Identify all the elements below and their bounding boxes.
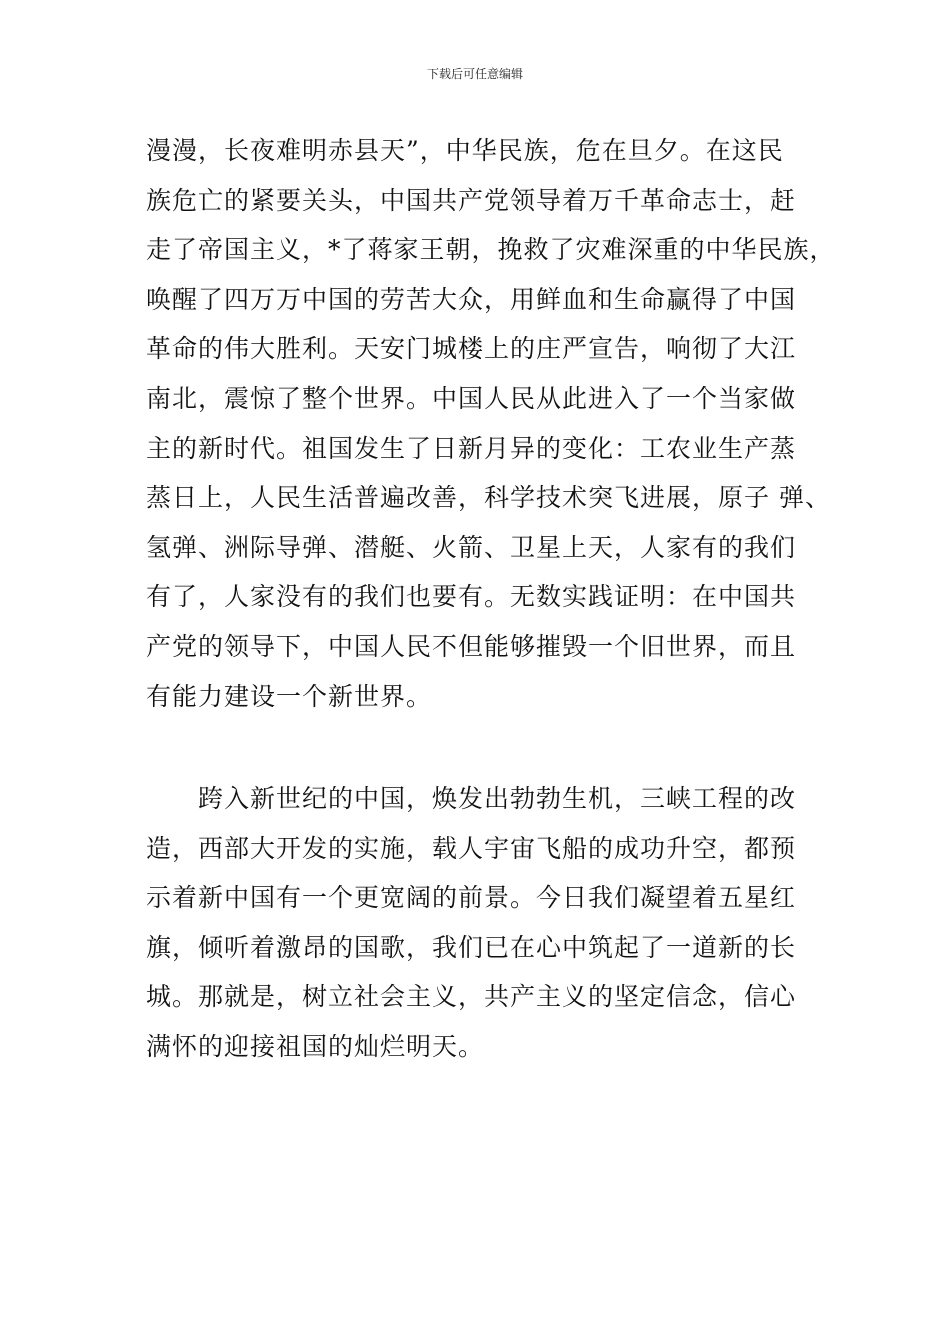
text-line: 产党的领导下，中国人民不但能够摧毁一个旧世界，而且 (146, 631, 797, 661)
text-line: 有了，人家没有的我们也要有。无数实践证明：在中国共 (146, 582, 797, 612)
text-line: 示着新中国有一个更宽阔的前景。今日我们凝望着五星红 (146, 883, 797, 913)
text-line: 走了帝国主义，*了蒋家王朝，挽救了灾难深重的中华民族， (146, 235, 836, 265)
text-line: 南北，震惊了整个世界。中国人民从此进入了一个当家做 (146, 383, 797, 413)
text-line: 跨入新世纪的中国，焕发出勃勃生机，三峡工程的改 (146, 784, 797, 813)
text-line: 主的新时代。祖国发生了日新月异的变化：工农业生产蒸 (146, 433, 797, 463)
text-line: 革命的伟大胜利。天安门城楼上的庄严宣告，响彻了大江 (146, 334, 797, 364)
page-header: 下载后可任意编辑 (426, 67, 523, 81)
text-line: 唤醒了四万万中国的劳苦大众，用鲜血和生命赢得了中国 (146, 284, 797, 314)
text-line: 造，西部大开发的实施，载人宇宙飞船的成功升空，都预 (146, 833, 797, 863)
text-line: 满怀的迎接祖国的灿烂明天。 (146, 1031, 485, 1061)
text-line: 族危亡的紧要关头，中国共产党领导着万千革命志士，赶 (146, 185, 797, 215)
text-line: 蒸日上，人民生活普遍改善，科学技术突飞进展，原子 弹、 (146, 483, 831, 513)
text-line: 城。那就是，树立社会主义，共产主义的坚定信念，信心 (146, 982, 797, 1012)
paragraph-1 (146, 126, 836, 721)
text-line: 氢弹、洲际导弹、潜艇、火箭、卫星上天，人家有的我们 (146, 532, 797, 562)
text-line: 有能力建设一个新世界。 (146, 681, 433, 711)
paragraph-2 (146, 774, 836, 1072)
text-line: 旗，倾听着激昂的国歌，我们已在心中筑起了一道新的长 (146, 932, 797, 962)
text-line: 漫漫，长夜难明赤县天”，中华民族，危在旦夕。在这民 (146, 136, 784, 165)
